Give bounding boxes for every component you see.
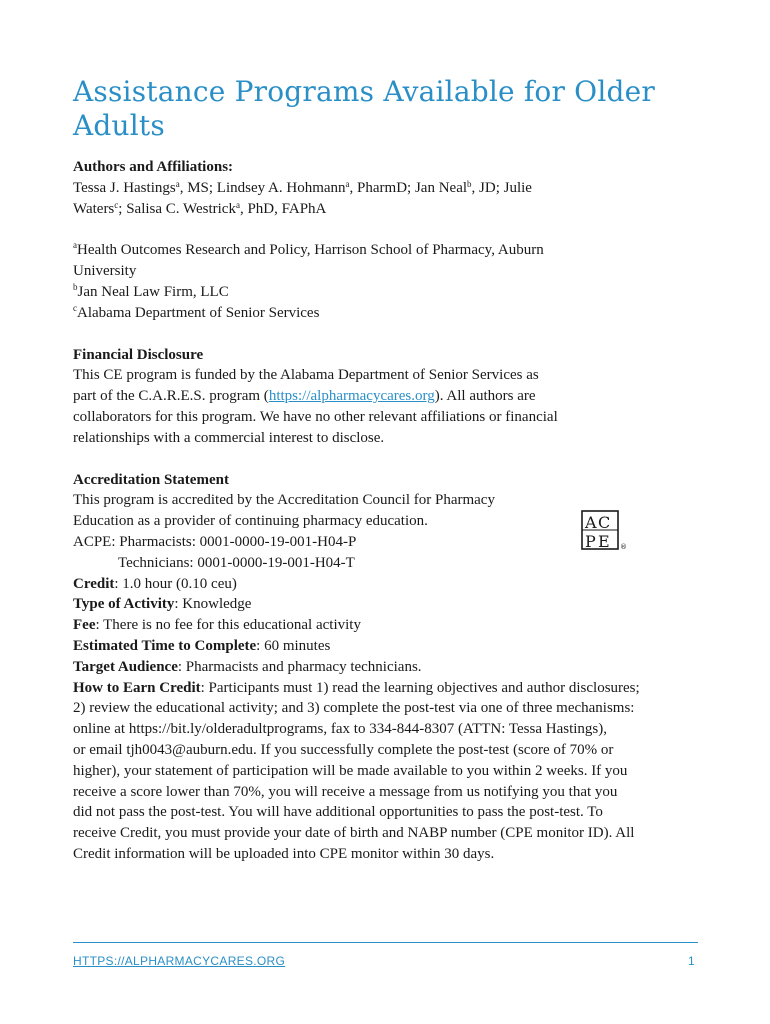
svg-text:A: A	[585, 513, 597, 532]
earn-credit-line-1: How to Earn Credit: Participants must 1) read the learning objectives and author disclosures;	[73, 679, 640, 696]
affiliation-c: $^c$Alabama Department of Senior Services	[73, 302, 320, 321]
earn-credit-line-4: or email tjh0043@auburn.edu. If you successfully complete the post-test (score of 70% or	[73, 741, 614, 758]
affiliation-a: $^a$Health Outcomes Research and Policy, Harrison School of Pharmacy, Auburn	[73, 240, 544, 259]
earn-credit-line-5: higher), your statement of participation will be made available to you within 2 weeks. If you	[73, 762, 628, 779]
financial-line-4: relationships with a commercial interest to disclose.	[73, 429, 385, 446]
affiliation-b: $^b$Jan Neal Law Firm, LLC	[73, 281, 229, 300]
financial-line-2: part of the C.A.R.E.S. program (https://alpharmacycares.org). All authors are	[73, 388, 536, 405]
acpe-logo	[581, 510, 629, 552]
earn-credit-line-7: did not pass the post-test. You will have additional opportunities to pass the post-test. To	[73, 804, 603, 821]
affiliation-a-cont: University	[73, 263, 137, 280]
authors-line-1: Tessa J. Hastings$^a$, MS; Lindsey A. Hohmann$^a$, PharmD; Jan Neal$^b$, JD; Julie	[73, 178, 532, 196]
time-detail: Estimated Time to Complete: 60 minutes	[73, 637, 331, 654]
svg-text:P: P	[585, 532, 596, 551]
footer-website-link[interactable]: HTTPS://ALPHARMACYCARES.ORG	[73, 954, 286, 968]
earn-credit-line-6: receive a score lower than 70%, you will receive a message from us notifying you that you	[73, 783, 618, 800]
page-number: 1	[688, 954, 695, 968]
acpe-technicians: Technicians: 0001-0000-19-001-H04-T	[118, 554, 355, 571]
financial-heading: Financial Disclosure	[73, 346, 204, 363]
authors-heading: Authors and Affiliations:	[73, 159, 234, 175]
audience-detail: Target Audience: Pharmacists and pharmacy technicians.	[73, 658, 422, 675]
authors-line-2: Waters$^c$; Salisa C. Westrick$^a$, PhD, FAPhA	[73, 199, 327, 217]
earn-credit-line-3: online at https://bit.ly/olderadultprograms, fax to 334-844-8307 (ATTN: Tessa Hastings),	[73, 721, 608, 738]
credit-detail: Credit: 1.0 hour (0.10 ceu)	[73, 575, 237, 592]
accreditation-line-2: Education as a provider of continuing pharmacy education.	[73, 513, 428, 530]
earn-credit-line-9: Credit information will be uploaded into CPE monitor within 30 days.	[73, 845, 495, 862]
footer-divider	[73, 942, 698, 943]
fee-detail: Fee: There is no fee for this educational activity	[73, 617, 361, 634]
accreditation-line-1: This program is accredited by the Accreditation Council for Pharmacy	[73, 492, 495, 509]
registered-mark: ®	[620, 543, 627, 551]
acpe-pharmacists: ACPE: Pharmacists: 0001-0000-19-001-H04-P	[73, 533, 357, 550]
earn-credit-line-2: 2) review the educational activity; and 3) complete the post-test via one of three mechanisms:	[73, 700, 635, 717]
earn-credit-line-8: receive Credit, you must provide your date of birth and NABP number (CPE monitor ID). All	[73, 825, 635, 842]
activity-type-detail: Type of Activity: Knowledge	[73, 596, 252, 613]
cares-program-link[interactable]: https://alpharmacycares.org	[268, 388, 435, 405]
svg-text:E: E	[598, 532, 610, 551]
financial-line-1: This CE program is funded by the Alabama Department of Senior Services as	[73, 367, 539, 384]
svg-text:C: C	[598, 513, 611, 532]
financial-line-3: collaborators for this program. We have no other relevant affiliations or financial	[73, 408, 558, 425]
accreditation-heading: Accreditation Statement	[73, 471, 229, 488]
page-title: Assistance Programs Available for Older Adults	[73, 75, 655, 142]
